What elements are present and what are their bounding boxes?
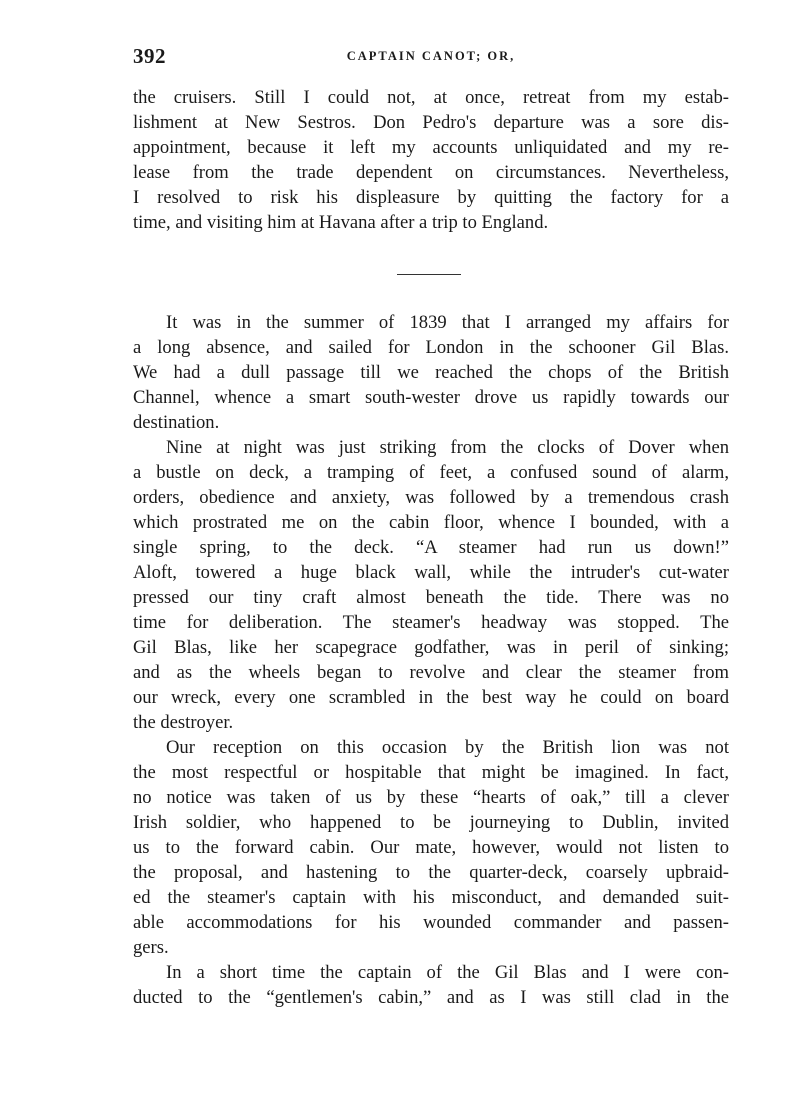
running-head: CAPTAIN CANOT; OR, bbox=[346, 49, 516, 63]
page-number: 392 bbox=[133, 44, 166, 68]
text-line: I resolved to risk his displeasure by quitting the factory for a bbox=[133, 187, 729, 208]
text-line: our wreck, every one scrambled in the best way he could on board bbox=[133, 687, 729, 708]
text-line: We had a dull passage till we reached the chops of the British bbox=[133, 362, 729, 383]
text-line: gers. bbox=[133, 937, 169, 958]
text-line: the most respectful or hospitable that might be imagined. In fact, bbox=[133, 762, 729, 783]
text-line: time, and visiting him at Havana after a trip to England. bbox=[133, 212, 549, 233]
text-line: It was in the summer of 1839 that I arranged my affairs for bbox=[166, 312, 729, 333]
text-line: time for deliberation. The steamer's headway was stopped. The bbox=[133, 612, 729, 633]
text-line: pressed our tiny craft almost beneath the tide. There was no bbox=[133, 587, 729, 608]
text-line: appointment, because it left my accounts unliquidated and my re- bbox=[133, 137, 729, 158]
text-line: Our reception on this occasion by the British lion was not bbox=[166, 737, 729, 758]
text-line: the cruisers. Still I could not, at once, retreat from my estab- bbox=[133, 87, 729, 108]
paragraph-continued bbox=[133, 85, 729, 235]
text-line: Irish soldier, who happened to be journeying to Dublin, invited bbox=[133, 812, 729, 833]
text-line: destination. bbox=[133, 412, 220, 433]
text-line: and as the wheels began to revolve and clear the steamer from bbox=[133, 662, 729, 683]
text-line: Nine at night was just striking from the clocks of Dover when bbox=[166, 437, 729, 458]
text-line: orders, obedience and anxiety, was followed by a tremendous crash bbox=[133, 487, 729, 508]
text-line: able accommodations for his wounded commander and passen- bbox=[133, 912, 729, 933]
text-line: Channel, whence a smart south-wester drove us rapidly towards our bbox=[133, 387, 729, 408]
text-line: Gil Blas, like her scapegrace godfather, was in peril of sinking; bbox=[133, 637, 729, 658]
text-line: lishment at New Sestros. Don Pedro's departure was a sore dis- bbox=[133, 112, 729, 133]
section-body bbox=[133, 310, 729, 1010]
text-line: single spring, to the deck. “A steamer had run us down!” bbox=[133, 537, 729, 558]
text-line: Aloft, towered a huge black wall, while the intruder's cut-water bbox=[133, 562, 729, 583]
text-line: lease from the trade dependent on circumstances. Nevertheless, bbox=[133, 162, 729, 183]
text-line: ed the steamer's captain with his misconduct, and demanded suit- bbox=[133, 887, 729, 908]
text-line: a long absence, and sailed for London in the schooner Gil Blas. bbox=[133, 337, 729, 358]
text-line: In a short time the captain of the Gil Blas and I were con- bbox=[166, 962, 729, 983]
section-divider bbox=[397, 274, 461, 275]
text-line: which prostrated me on the cabin floor, whence I bounded, with a bbox=[133, 512, 729, 533]
text-line: no notice was taken of us by these “hearts of oak,” till a clever bbox=[133, 787, 729, 808]
text-line: the proposal, and hastening to the quarter-deck, coarsely upbraid- bbox=[133, 862, 729, 883]
text-line: the destroyer. bbox=[133, 712, 234, 733]
text-line: ducted to the “gentlemen's cabin,” and as I was still clad in the bbox=[133, 987, 729, 1008]
text-line: us to the forward cabin. Our mate, however, would not listen to bbox=[133, 837, 729, 858]
page-header bbox=[133, 44, 729, 72]
text-line: a bustle on deck, a tramping of feet, a confused sound of alarm, bbox=[133, 462, 729, 483]
